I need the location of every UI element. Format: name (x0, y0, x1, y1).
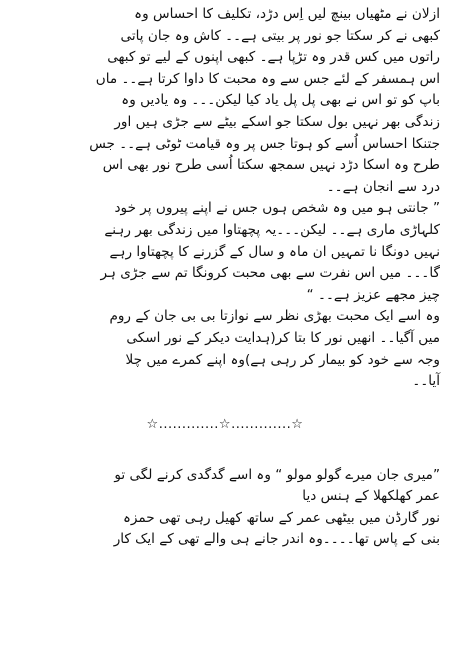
scene-divider: ☆.............☆.............☆ (146, 416, 304, 432)
paragraph-golu-molu: ”میری جان میرے گولو مولو “ وہ اسے گدگدی کرنے لگی تو عمر کھلکھلا کے ہنس دیا (114, 466, 440, 505)
paragraph-azlan-thoughts: ازلان نے مٹھیاں بینچ لیں اِس دڑد، تکلیف کا احساس وہ کبھی نے کر سکتا جو نور پر بیتی ہے۔۔ کاش وہ جان پاتی راتوں میں کس قدر وہ تڑپا ہے۔ کبھی اپنوں کے لیے تو کبھی اس ہمسفر کے لئے جس سے وہ محبت کا داوا کرتا ہے۔۔ ماں باپ کو تو اس نے بھی پل پل یاد کیا لیکن۔۔۔ وہ یادیں وہ زندگی بھر نہیں بول سکتا جو اسکے بیٹے سے جڑی ہیں اور جتنکا احساس اُسے کو ہوتا جس پر وہ قیامت ٹوٹی ہے۔۔ جس طرح وہ اسکا دڑد نہیں سمجھ سکتا اُسی طرح نور بھی اس درد سے انجان ہے۔۔ (89, 6, 440, 195)
spacer (10, 435, 440, 465)
spacer (10, 393, 440, 415)
paragraph-bibi-jaan-room: وہ اسے ایک محبت بھڑی نظر سے نوازتا بی بی جان کے روم میں آگیا۔۔ انھیں نور کا بتا کر(ہدایت دیکر کے نور اسکی وجہ سے خود کو بیمار کر رہی ہے)وہ اپنے کمرے میں چلا آیا۔۔ (109, 308, 440, 390)
paragraph-dialogue-regret: ” جانتی ہو میں وہ شخص ہوں جس نے اپنے پیروں پر خود کلہاڑی ماری ہے۔۔ لیکن۔۔۔یہ پچھتاوا میں زندگی بھر رہنے نہیں دونگا نا تمہیں ان ماہ و سال کے گزرنے کا پچھتاوا رہے گا۔۔۔ میں اس نفرت سے بھی محبت کرونگا تم سے جڑی ہر چیز مجھے عزیز ہے۔۔ “ (100, 200, 440, 303)
paragraph-noor-garden: نور گارڈن میں بیٹھی عمر کے ساتھ کھیل رہی تھی حمزہ بنی کے پاس تھا۔۔۔۔وہ اندر جانے ہی والے تھی کے ایک کار (113, 509, 440, 548)
